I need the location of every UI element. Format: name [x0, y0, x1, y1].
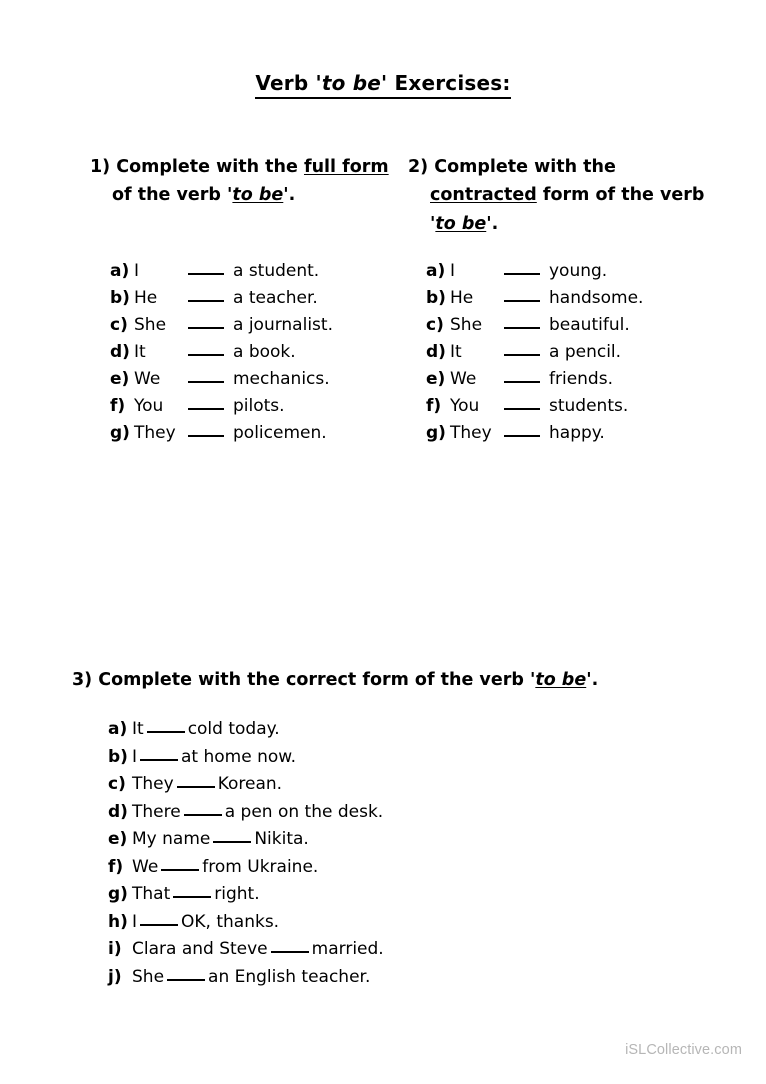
answer-blank[interactable]	[504, 423, 540, 437]
item-predicate: a teacher.	[233, 288, 318, 308]
page-title-verb: 'to be'	[315, 71, 388, 95]
answer-blank[interactable]	[184, 802, 222, 816]
exercise-2-part1: Complete with the	[434, 157, 616, 177]
answer-blank[interactable]	[504, 261, 540, 275]
exercise-3-item	[108, 913, 708, 941]
exercise-1-part3: of the verb '	[112, 185, 233, 206]
item-letter: e)	[426, 369, 446, 389]
exercise-1-item-list	[110, 262, 333, 451]
item-predicate: handsome.	[549, 288, 644, 308]
item-predicate: a student.	[233, 261, 320, 281]
exercise-1-item	[110, 370, 333, 397]
answer-blank[interactable]	[188, 369, 224, 383]
item-predicate: Korean.	[217, 774, 283, 794]
answer-blank[interactable]	[188, 423, 224, 437]
item-subject: She	[134, 315, 167, 335]
exercise-3-item	[108, 830, 708, 858]
exercise-1-heading-text	[90, 153, 390, 210]
answer-blank[interactable]	[188, 315, 224, 329]
answer-blank[interactable]	[504, 315, 540, 329]
exercise-1-item	[110, 424, 333, 451]
exercise-3-part1: Complete with the correct form of the verb '	[98, 670, 536, 690]
exercise-3-heading	[72, 666, 712, 694]
item-predicate: right.	[214, 884, 260, 904]
item-subject: They	[450, 423, 492, 443]
answer-blank[interactable]	[140, 912, 178, 926]
exercise-1-heading	[90, 153, 390, 210]
item-subject: I	[132, 746, 138, 767]
answer-blank[interactable]	[147, 719, 185, 733]
exercise-2-part3: form of the verb '	[430, 185, 705, 234]
item-letter: c)	[108, 774, 126, 794]
exercise-1-part5: '.	[283, 185, 296, 206]
item-predicate: beautiful.	[549, 315, 630, 335]
item-letter: g)	[110, 423, 130, 443]
item-predicate: young.	[549, 261, 608, 281]
item-letter: g)	[426, 423, 446, 443]
page-title-container	[0, 72, 766, 99]
item-subject: We	[450, 369, 477, 389]
item-letter: b)	[108, 746, 128, 767]
item-subject: You	[450, 396, 480, 416]
answer-blank[interactable]	[188, 288, 224, 302]
item-letter: a)	[108, 719, 128, 739]
exercise-1-item	[110, 343, 333, 370]
item-predicate: students.	[549, 396, 629, 416]
item-letter: f)	[426, 396, 442, 416]
item-predicate: Nikita.	[254, 829, 309, 849]
item-subject: She	[450, 315, 483, 335]
exercise-2-heading-text	[408, 153, 718, 238]
item-subject: It	[450, 342, 462, 362]
item-subject: We	[132, 856, 159, 877]
page-title	[255, 72, 510, 99]
exercise-2-item	[426, 370, 643, 397]
exercise-1-verb: to be	[232, 185, 284, 206]
site-watermark: iSLCollective.com	[625, 1042, 742, 1058]
exercise-2-item	[426, 397, 643, 424]
exercise-2-item	[426, 262, 643, 289]
item-subject: That	[132, 884, 171, 904]
exercise-2-item	[426, 424, 643, 451]
answer-blank[interactable]	[161, 857, 199, 871]
item-letter: c)	[426, 315, 444, 335]
exercise-2-verb: to be	[435, 213, 487, 234]
exercise-3-item	[108, 940, 708, 968]
item-subject: I	[450, 261, 456, 281]
answer-blank[interactable]	[188, 396, 224, 410]
exercise-1-item	[110, 397, 333, 424]
exercise-3-item	[108, 748, 708, 776]
answer-blank[interactable]	[271, 939, 309, 953]
exercise-3-item	[108, 858, 708, 886]
exercise-3-number: 3)	[72, 670, 93, 690]
answer-blank[interactable]	[504, 342, 540, 356]
item-predicate: a pen on the desk.	[224, 801, 384, 822]
item-letter: b)	[426, 288, 446, 308]
item-predicate: from Ukraine.	[202, 856, 319, 877]
item-subject: He	[450, 288, 474, 308]
answer-blank[interactable]	[173, 884, 211, 898]
exercise-1-item	[110, 289, 333, 316]
exercise-3-item	[108, 720, 708, 748]
item-subject: There	[132, 801, 181, 822]
item-letter: e)	[110, 369, 130, 389]
item-letter: f)	[110, 396, 126, 416]
answer-blank[interactable]	[167, 967, 205, 981]
exercise-3-item	[108, 803, 708, 831]
item-subject: She	[132, 966, 165, 987]
answer-blank[interactable]	[213, 829, 251, 843]
item-letter: d)	[108, 801, 128, 822]
answer-blank[interactable]	[140, 747, 178, 761]
item-subject: They	[134, 423, 176, 443]
item-predicate: a pencil.	[549, 342, 622, 362]
exercise-2-heading	[408, 153, 718, 238]
item-predicate: an English teacher.	[208, 966, 371, 987]
item-predicate: policemen.	[233, 423, 327, 443]
exercise-1-emphasis: full form	[303, 157, 389, 177]
exercise-3-item	[108, 968, 708, 996]
item-predicate: happy.	[549, 423, 605, 443]
item-subject: I	[134, 261, 140, 281]
item-subject: My name	[132, 829, 211, 849]
exercise-3-item	[108, 885, 708, 913]
item-letter: j)	[108, 966, 122, 987]
exercise-2-item-list	[426, 262, 643, 451]
answer-blank[interactable]	[177, 774, 215, 788]
exercise-2-item	[426, 289, 643, 316]
item-predicate: a book.	[233, 342, 296, 362]
answer-blank[interactable]	[504, 396, 540, 410]
exercise-2-item	[426, 343, 643, 370]
page-title-before: Verb	[255, 71, 316, 95]
answer-blank[interactable]	[504, 369, 540, 383]
exercise-1-item	[110, 262, 333, 289]
exercise-3-item-list	[108, 720, 708, 995]
item-letter: a)	[110, 261, 130, 281]
exercise-1-part1: Complete with the	[116, 157, 304, 177]
item-letter: i)	[108, 939, 122, 959]
item-predicate: married.	[311, 939, 384, 959]
answer-blank[interactable]	[504, 288, 540, 302]
item-subject: You	[134, 396, 164, 416]
item-letter: g)	[108, 884, 128, 904]
item-predicate: a journalist.	[233, 315, 333, 335]
item-subject: They	[132, 774, 174, 794]
item-predicate: cold today.	[187, 719, 280, 739]
exercise-3-item	[108, 775, 708, 803]
exercise-3-part5: '.	[586, 670, 599, 690]
item-letter: c)	[110, 315, 128, 335]
answer-blank[interactable]	[188, 342, 224, 356]
item-subject: It	[134, 342, 146, 362]
item-letter: h)	[108, 911, 128, 932]
page-title-after: Exercises:	[387, 71, 511, 95]
exercise-1-number: 1)	[90, 157, 111, 177]
item-subject: Clara and Steve	[132, 939, 268, 959]
item-predicate: mechanics.	[233, 369, 330, 389]
exercise-1-item	[110, 316, 333, 343]
item-letter: f)	[108, 856, 124, 877]
item-letter: e)	[108, 829, 128, 849]
exercise-2-part5: '.	[486, 213, 499, 234]
item-predicate: friends.	[549, 369, 613, 389]
item-predicate: pilots.	[233, 396, 285, 416]
item-subject: We	[134, 369, 161, 389]
item-letter: d)	[426, 342, 446, 362]
item-subject: He	[134, 288, 158, 308]
exercise-3-verb: to be	[535, 670, 587, 690]
item-letter: d)	[110, 342, 130, 362]
exercise-2-item	[426, 316, 643, 343]
item-subject: It	[132, 719, 144, 739]
item-subject: I	[132, 911, 138, 932]
item-letter: a)	[426, 261, 446, 281]
answer-blank[interactable]	[188, 261, 224, 275]
item-letter: b)	[110, 288, 130, 308]
item-predicate: at home now.	[181, 746, 297, 767]
exercise-2-number: 2)	[408, 157, 429, 177]
item-predicate: OK, thanks.	[181, 911, 280, 932]
exercise-2-emphasis: contracted	[430, 185, 537, 206]
